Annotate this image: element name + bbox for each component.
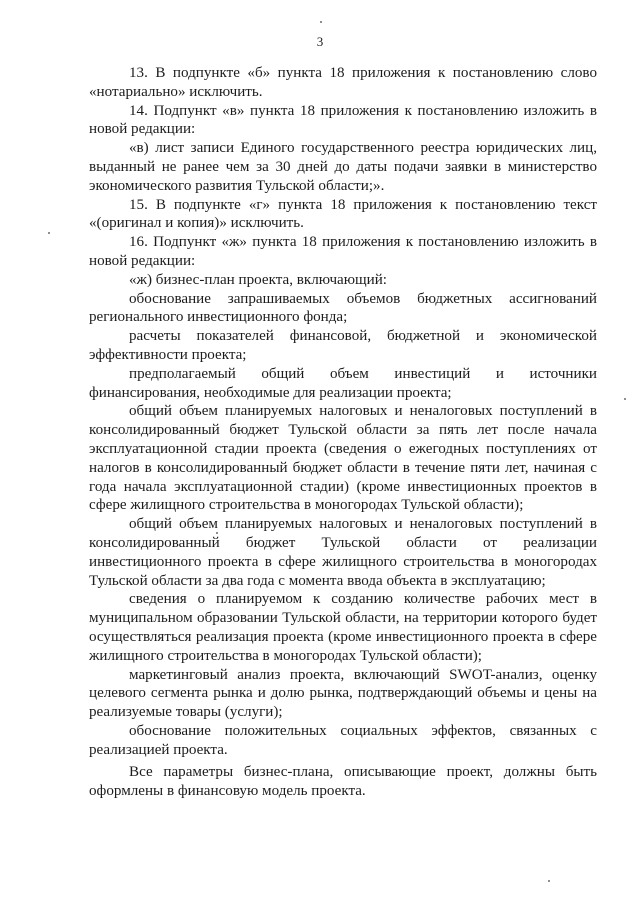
paragraph-14: 14. Подпункт «в» пункта 18 приложения к постановлению изложить в новой редакции:: [89, 102, 597, 138]
list-item-efficiency: расчеты показателей финансовой, бюджетной и экономической эффективности проекта;: [89, 328, 597, 363]
paragraph-16: 16. Подпункт «ж» пункта 18 приложения к постановлению изложить в новой редакции:: [89, 234, 597, 269]
paragraph-16-intro: «ж) бизнес-план проекта, включающий:: [129, 271, 387, 288]
list-item-social-effects: обоснование положительных социальных эффектов, связанных с реализацией проекта.: [89, 722, 597, 758]
scan-speck: [624, 398, 626, 400]
scan-speck: [548, 880, 550, 882]
list-item-marketing: маркетинговый анализ проекта, включающий SWOT-анализ, оценку целевого сегмента рынка и долю рынка, подтверждающий объемы и цены на реализуемые товары (услуги);: [89, 666, 597, 721]
scan-speck: [48, 232, 50, 234]
list-item-tax-revenue-housing: общий объем планируемых налоговых и неналоговых поступлений в консолидированный бюджет Тульской области от реализации инвестиционного проекта в сфере жилищного строительства в моногородах Тульской области за два года с момента ввода объекта в эксплуатацию;: [89, 516, 597, 589]
scan-speck: [216, 532, 218, 534]
list-item-jobs: сведения о планируемом к созданию количестве рабочих мест в муниципальном образовании Тульской области, на территории которого будет осуществляться реализация проекта (кроме инвестиционного проекта в сфере жилищного строительства в моногородах Тульской области);: [89, 591, 597, 664]
paragraph-13: 13. В подпункте «б» пункта 18 приложения к постановлению слово «нотариально» исключить.: [89, 65, 597, 100]
list-item-investment: предполагаемый общий объем инвестиций и источники финансирования, необходимые для реализации проекта;: [89, 365, 597, 401]
document-body: [89, 64, 597, 801]
paragraph-14-quote: «в) лист записи Единого государственного реестра юридических лиц, выданный не ранее чем за 30 дней до даты подачи заявки в министерство экономического развития Тульской области;».: [89, 140, 597, 194]
paragraph-financial-model: Все параметры бизнес-плана, описывающие проект, должны быть оформлены в финансовую модель проекта.: [89, 764, 597, 800]
scan-speck: [320, 21, 322, 23]
page-number: 3: [316, 34, 324, 49]
list-item-tax-revenue-five-years: общий объем планируемых налоговых и неналоговых поступлений в консолидированный бюджет Тульской области за пять лет после начала эксплуатационной стадии проекта (сведения о ежегодных поступлениях от налогов в консолидированный бюджет области в течение пяти лет, начиная с года начала эксплуатационной стадии) (кроме инвестиционных проектов в сфере жилищного строительства в моногородах Тульской области);: [89, 403, 597, 514]
paragraph-15: 15. В подпункте «г» пункта 18 приложения к постановлению текст «(оригинал и копия)» исключить.: [89, 196, 597, 232]
list-item-justification: обоснование запрашиваемых объемов бюджетных ассигнований регионального инвестиционного фонда;: [89, 290, 597, 326]
